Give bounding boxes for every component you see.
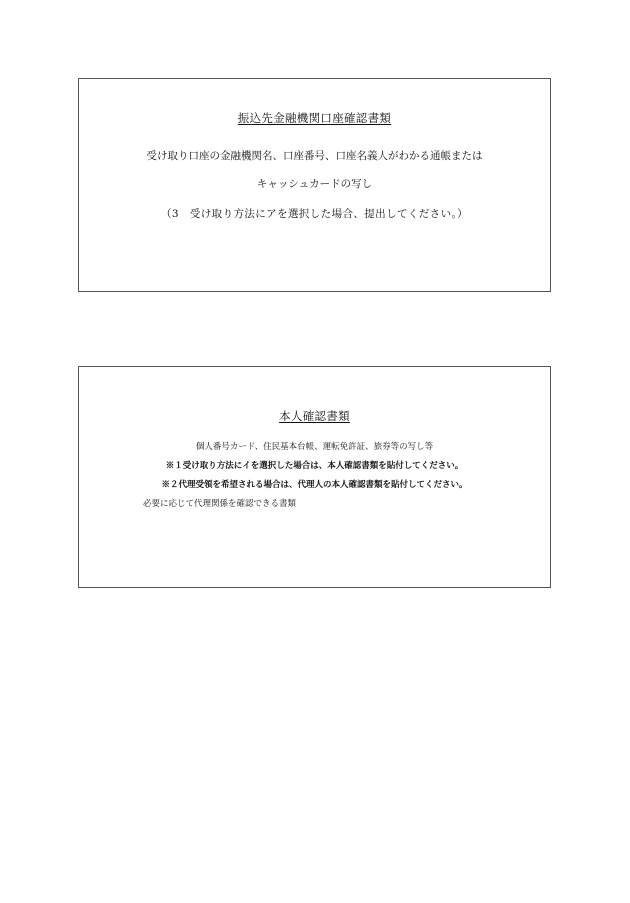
bank-account-submission-note: （3 受け取り方法にアを選択した場合、提出してください。） [160,208,469,220]
identity-note-1: ※１受け取り方法にイを選択した場合は、本人確認書類を貼付してください。 [165,461,464,471]
bank-account-document-box [78,78,551,292]
bank-account-document-title: 振込先金融機関口座確認書類 [237,111,392,125]
identity-note-2: ※２代理受領を希望される場合は、代理人の本人確認書類を貼付してください。 [161,480,468,490]
bank-account-description-line: 受け取り口座の金融機関名、口座番号、口座名義人がわかる通帳または [146,150,483,162]
bank-account-description-line-2: キャッシュカードの写し [256,178,373,190]
proxy-relationship-note: 必要に応じて代理関係を確認できる書類 [143,499,297,509]
identity-document-examples: 個人番号カード、住民基本台帳、運転免許証、旅券等の写し等 [195,442,434,452]
identity-document-title: 本人確認書類 [279,409,350,423]
identity-document-box [78,366,551,588]
